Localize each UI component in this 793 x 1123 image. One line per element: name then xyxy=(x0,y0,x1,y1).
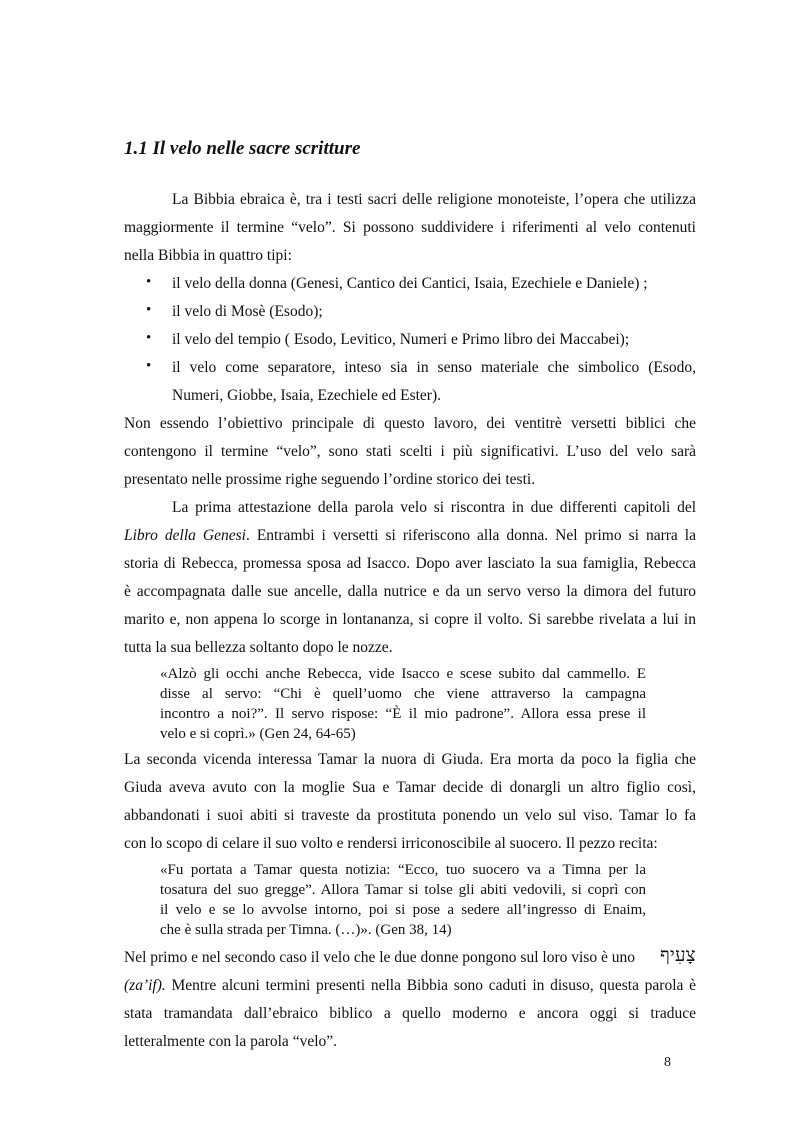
quote1-line-3: incontro a noi?”. Il servo rispose: “È il mio padrone”. Allora essa prese il xyxy=(160,706,646,722)
transliteration: (za’if). xyxy=(124,977,166,994)
para5-line-4: letteralmente con la parola “velo”. xyxy=(124,1033,338,1050)
para3-line-1: La prima attestazione della parola velo si riscontra in due differenti capitoli del xyxy=(172,499,696,516)
quote2-line-4: che è sulla strada per Timna. (…)». (Gen 38, 14) xyxy=(160,922,452,938)
para4-line-2: Giuda aveva avuto con la moglie Sua e Tamar decide di donargli un altro figlio così, xyxy=(124,779,696,796)
para3-line-4: è accompagnata dalle sue ancelle, dalla nutrice e da un servo verso la dimora del futuro xyxy=(124,583,696,600)
para3-line-3: storia di Rebecca, promessa sposa ad Isacco. Dopo aver lasciato la sua famiglia, Rebecca xyxy=(124,555,696,572)
intro-line-1: La Bibbia ebraica è, tra i testi sacri delle religione monoteiste, l’opera che utilizza xyxy=(172,191,696,208)
quote2-line-2: tosatura del suo gregge”. Allora Tamar si tolse gli abiti vedovili, si coprì con xyxy=(160,882,646,898)
quote2-line-1: «Fu portata a Tamar questa notizia: “Ecco, tuo suocero va a Timna per la xyxy=(160,862,646,878)
para5-line-1: Nel primo e nel secondo caso il velo che le due donne pongono sul loro viso è uno xyxy=(124,949,635,966)
bullet-marker: • xyxy=(146,302,152,318)
para4-line-3: abbandonati i suoi abiti si traveste da prostituta ponendo un velo sul viso. Tamar lo fa xyxy=(124,807,696,824)
quote1-line-4: velo e si coprì.» (Gen 24, 64-65) xyxy=(160,726,356,742)
hebrew-word: צָעִיף xyxy=(660,944,696,966)
bullet-marker: • xyxy=(146,274,152,290)
para5-line-2-rest: Mentre alcuni termini presenti nella Bibbia sono caduti in disuso, questa parola è xyxy=(165,977,696,994)
bullet-item-veil-temple: il velo del tempio ( Esodo, Levitico, Numeri e Primo libro dei Maccabei); xyxy=(172,331,630,348)
para3-line-5: marito e, non appena lo scorge in lontananza, si copre il volto. Si sarebbe rivelata a lui in xyxy=(124,611,696,628)
quote1-line-2: disse al servo: “Chi è quell’uomo che viene attraverso la campagna xyxy=(160,686,646,702)
intro-line-2: maggiormente il termine “velo”. Si possono suddividere i riferimenti al velo contenuti xyxy=(124,219,696,236)
page-number: 8 xyxy=(664,1055,671,1070)
quote1-line-1: «Alzò gli occhi anche Rebecca, vide Isacco e scese subito dal cammello. E xyxy=(160,666,646,682)
para3-line-2-rest: . Entrambi i versetti si riferiscono alla donna. Nel primo si narra la xyxy=(245,527,696,544)
para5-line-2 xyxy=(124,976,696,996)
bullet-item-veil-separator-cont: Numeri, Giobbe, Isaia, Ezechiele ed Ester). xyxy=(172,387,441,404)
para5-line-3: stata tramandata dall’ebraico biblico a quello moderno e ancora oggi si traduce xyxy=(124,1005,696,1022)
bullet-marker: • xyxy=(146,358,152,374)
section-heading: 1.1 Il velo nelle sacre scritture xyxy=(124,138,361,159)
bullet-item-veil-separator: il velo come separatore, inteso sia in senso materiale che simbolico (Esodo, xyxy=(172,359,696,376)
bullet-marker: • xyxy=(146,330,152,346)
quote2-line-3: il velo e se lo avvolse intorno, poi si pose a sedere all’ingresso di Enaim, xyxy=(160,902,646,918)
book-title: Libro della Genesi xyxy=(124,527,246,544)
bullet-item-veil-woman: il velo della donna (Genesi, Cantico dei Cantici, Isaia, Ezechiele e Daniele) ; xyxy=(172,275,648,292)
para2-line-3: presentato nelle prossime righe seguendo l’ordine storico dei testi. xyxy=(124,471,536,488)
intro-line-3: nella Bibbia in quattro tipi: xyxy=(124,247,292,264)
para4-line-1: La seconda vicenda interessa Tamar la nuora di Giuda. Era morta da poco la figlia che xyxy=(124,751,696,768)
para4-line-4: con lo scopo di celare il suo volto e rendersi irriconoscibile al suocero. Il pezzo recita: xyxy=(124,835,658,852)
para3-line-2 xyxy=(124,526,696,546)
para3-line-6: tutta la sua bellezza soltanto dopo le nozze. xyxy=(124,639,393,656)
para2-line-2: contengono il termine “velo”, sono stati scelti i più significativi. L’uso del velo sarà xyxy=(124,443,696,460)
bullet-item-veil-moses: il velo di Mosè (Esodo); xyxy=(172,303,323,320)
para2-line-1: Non essendo l’obiettivo principale di questo lavoro, dei ventitrè versetti biblici che xyxy=(124,415,696,432)
